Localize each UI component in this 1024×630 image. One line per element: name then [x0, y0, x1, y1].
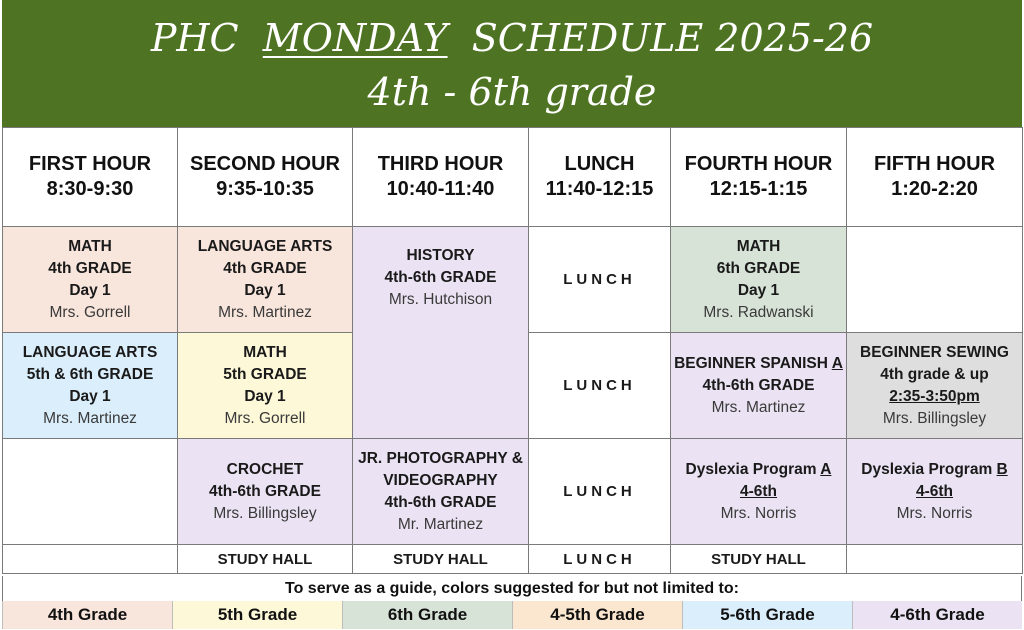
class-teacher: Mrs. Norris — [896, 504, 973, 522]
lunch-label: LUNCH — [563, 376, 636, 394]
class-day: Day 1 — [737, 281, 780, 299]
header-fourth-hour — [671, 128, 847, 227]
schedule-table — [2, 127, 1023, 574]
study-hall-cell: STUDY HALL — [671, 545, 847, 574]
class-day: Day 1 — [69, 281, 111, 299]
section-mark: A — [820, 460, 832, 478]
table-row — [3, 227, 1023, 333]
class-cell — [178, 439, 353, 545]
class-time: 2:35-3:50pm — [889, 387, 980, 405]
legend-5th-grade: 5th Grade — [172, 601, 342, 629]
class-grade: 4th-6th GRADE — [384, 493, 497, 511]
study-hall-cell: STUDY HALL — [178, 545, 353, 574]
header-time: 9:35-10:35 — [216, 178, 314, 200]
class-subject: LANGUAGE ARTS — [197, 237, 333, 255]
class-day: Day 1 — [69, 387, 111, 405]
class-teacher: Mrs. Gorrell — [49, 303, 131, 321]
class-teacher: Mrs. Martinez — [218, 303, 312, 321]
class-cell — [671, 439, 847, 545]
legend-4-5th-grade: 4-5th Grade — [512, 601, 682, 629]
legend-6th-grade: 6th Grade — [342, 601, 512, 629]
class-teacher: Mrs. Gorrell — [224, 409, 306, 427]
page-title — [2, 14, 1022, 62]
lunch-label: LUNCH — [563, 270, 636, 288]
header-lunch — [529, 128, 671, 227]
color-guide-note: To serve as a guide, colors suggested for but not limited to: — [2, 576, 1022, 601]
class-subject-text: Dyslexia Program — [685, 460, 821, 478]
class-teacher: Mr. Martinez — [397, 515, 484, 533]
legend-5-6th-grade: 5-6th Grade — [682, 601, 852, 629]
color-legend — [2, 601, 1022, 629]
title-prefix: PHC — [150, 16, 239, 60]
title-banner — [2, 0, 1022, 127]
header-row — [3, 128, 1023, 227]
lunch-label: LUNCH — [563, 482, 636, 500]
class-cell — [3, 227, 178, 333]
class-subject: LANGUAGE ARTS — [22, 343, 158, 361]
class-cell — [671, 227, 847, 333]
title-suffix: SCHEDULE 2025-26 — [471, 16, 874, 60]
class-grade: 4th GRADE — [223, 259, 307, 277]
class-grade: 5th GRADE — [223, 365, 307, 383]
class-subject — [673, 459, 844, 481]
class-subject-line2: VIDEOGRAPHY — [383, 471, 498, 489]
legend-4-6th-grade: 4-6th Grade — [852, 601, 1022, 629]
class-cell — [3, 333, 178, 439]
class-grade: 4th-6th GRADE — [702, 376, 815, 394]
header-third-hour — [353, 128, 529, 227]
lunch-cell — [529, 227, 671, 333]
class-subject: MATH — [68, 237, 112, 255]
class-subject: CROCHET — [226, 460, 304, 478]
header-name: FIRST HOUR — [28, 153, 152, 175]
class-grade: 4th-6th GRADE — [209, 482, 321, 500]
class-teacher: Mrs. Norris — [720, 504, 797, 522]
header-first-hour — [3, 128, 178, 227]
header-time: 11:40-12:15 — [545, 178, 654, 200]
class-subject-text: Dyslexia Program — [861, 460, 997, 478]
header-time: 12:15-1:15 — [709, 178, 808, 200]
header-time: 1:20-2:20 — [891, 178, 978, 200]
class-grade: 5th & 6th GRADE — [26, 365, 154, 383]
class-cell — [353, 227, 529, 439]
class-grade: 4th grade & up — [880, 365, 989, 383]
class-grade: 4th-6th GRADE — [384, 269, 497, 286]
class-cell — [353, 439, 529, 545]
class-cell — [178, 333, 353, 439]
empty-cell — [847, 227, 1023, 333]
class-subject — [849, 459, 1020, 481]
class-day: Day 1 — [244, 281, 286, 299]
class-teacher: Mrs. Hutchison — [388, 291, 493, 308]
class-grade: 4th GRADE — [48, 259, 132, 277]
lunch-label: LUNCH — [563, 550, 636, 568]
lunch-cell — [529, 333, 671, 439]
empty-cell — [3, 545, 178, 574]
lunch-cell — [529, 439, 671, 545]
class-cell — [671, 333, 847, 439]
header-name: THIRD HOUR — [377, 153, 504, 175]
study-hall-row — [3, 545, 1023, 574]
study-hall-cell: STUDY HALL — [353, 545, 529, 574]
class-subject: BEGINNER SEWING — [860, 343, 1009, 361]
header-name: FIFTH HOUR — [873, 153, 996, 175]
header-name: LUNCH — [564, 153, 635, 175]
class-subject: JR. PHOTOGRAPHY & — [358, 449, 523, 467]
class-grade: 4-6th — [915, 482, 954, 500]
class-day: Day 1 — [244, 387, 286, 405]
class-cell — [178, 227, 353, 333]
class-teacher: Mrs. Billingsley — [213, 504, 317, 522]
class-cell — [847, 333, 1023, 439]
class-grade: 4-6th — [739, 482, 778, 500]
empty-cell — [847, 545, 1023, 574]
class-teacher: Mrs. Radwanski — [703, 303, 814, 321]
header-name: SECOND HOUR — [189, 153, 340, 175]
page-subtitle: 4th - 6th grade — [367, 70, 657, 114]
table-row — [3, 439, 1023, 545]
class-subject: MATH — [243, 343, 287, 361]
class-subject: HISTORY — [406, 247, 475, 264]
class-cell — [847, 439, 1023, 545]
header-second-hour — [178, 128, 353, 227]
class-teacher: Mrs. Billingsley — [882, 409, 987, 427]
section-mark: A — [831, 354, 843, 372]
header-time: 10:40-11:40 — [386, 178, 495, 200]
header-name: FOURTH HOUR — [684, 153, 833, 175]
title-day: MONDAY — [262, 16, 448, 60]
header-fifth-hour — [847, 128, 1023, 227]
header-time: 8:30-9:30 — [46, 178, 134, 200]
lunch-cell — [529, 545, 671, 574]
empty-cell — [3, 439, 178, 545]
legend-4th-grade: 4th Grade — [2, 601, 172, 629]
class-subject: MATH — [736, 237, 781, 255]
class-grade: 6th GRADE — [716, 259, 801, 277]
class-teacher: Mrs. Martinez — [43, 409, 137, 427]
section-mark: B — [996, 460, 1008, 478]
class-subject — [673, 353, 844, 375]
class-teacher: Mrs. Martinez — [711, 398, 806, 416]
class-subject-text: BEGINNER SPANISH — [674, 354, 832, 372]
